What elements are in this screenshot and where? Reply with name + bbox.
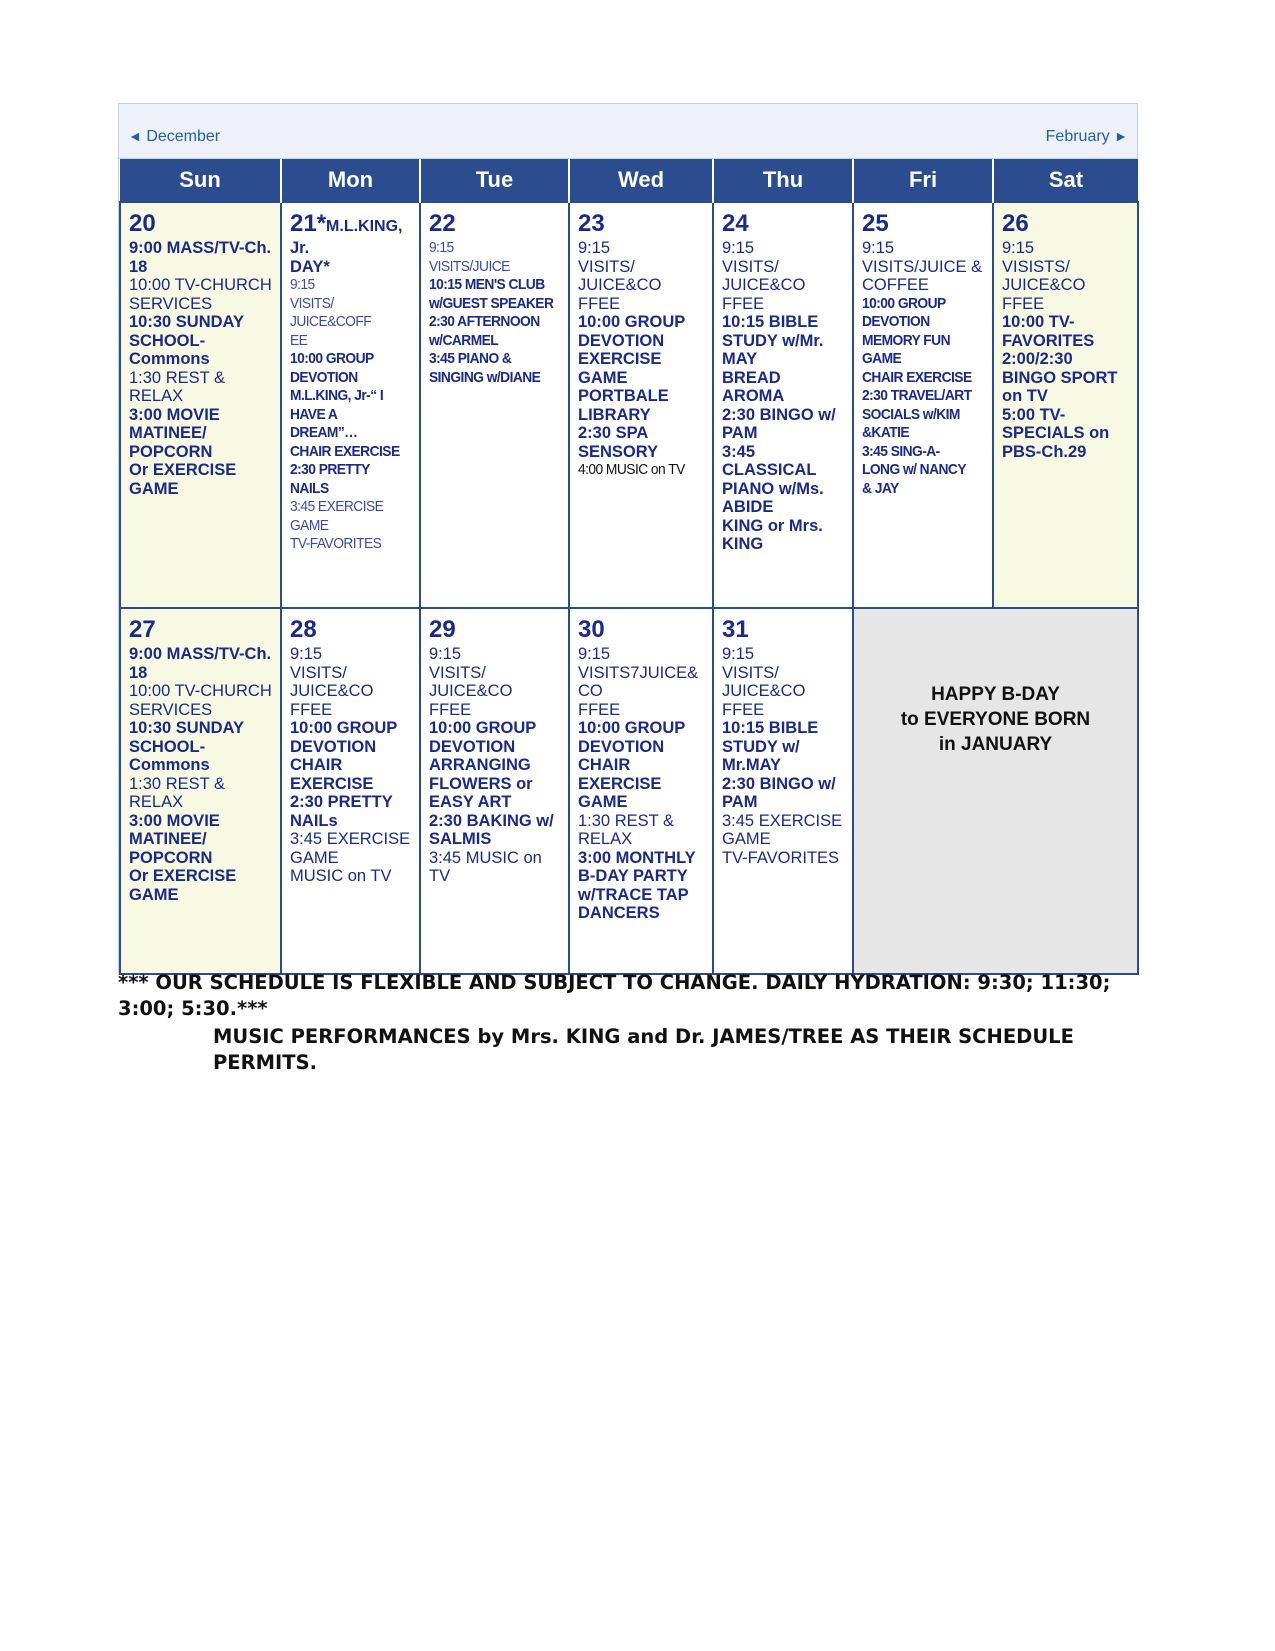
date-number: 26 [1002,210,1029,237]
event-item: VISITS/ [290,294,334,312]
event-item: SINGING w/DIANE [429,368,541,386]
event-item: 2:30 AFTERNOON [429,313,540,330]
event-item: 2:00/2:30 BINGO SPORT on TV [1002,350,1118,405]
event-item: 10:00 TV-CHURCH SERVICES [129,682,272,719]
event-list [578,645,704,923]
event-item: 3:00 MONTHLY B-DAY PARTY w/TRACE TAP DANCERS [578,848,696,922]
event-item: 9:15 [1002,239,1035,257]
day-header [1002,211,1129,237]
date-number: 29 [429,616,456,643]
event-item: M.L.KING, Jr-“ I [290,387,384,404]
prev-month-link[interactable] [128,128,220,146]
date-number: 23 [578,210,605,237]
event-item: 3:45 EXERCISE [290,498,384,515]
event-item: PORTBALE LIBRARY [578,387,669,424]
event-item: JUICE&CO [722,682,806,700]
event-item: MEMORY FUN [862,331,951,349]
event-item: 1:30 REST & RELAX [129,368,225,405]
event-item: 9:00 MASS/TV-Ch. 18 [129,645,272,682]
event-item: Or EXERCISE GAME [129,461,237,498]
event-item: 9:15 [429,645,462,663]
birthday-line: to EVERYONE BORN [900,709,1091,730]
day-header [129,617,272,643]
event-item: 10:00 GROUP [862,294,946,312]
event-item: 3:45 PIANO & [429,350,512,367]
event-item: 1:30 REST & RELAX [129,774,225,811]
event-item: Jr. [290,239,310,257]
weekday-header: Sun [120,159,281,202]
date-number: 30 [578,616,605,643]
event-item: VISITS/ [722,663,779,682]
event-item: 10:00 GROUP DEVOTION [578,719,685,756]
calendar [118,103,1138,975]
footer-music-note: MUSIC PERFORMANCES by Mrs. KING and Dr. JAMES/TREE AS THEIR SCHEDULE PERMITS. [213,1025,1074,1074]
weekday-header-row [120,159,1138,202]
event-item: EXERCISE GAME [578,350,662,387]
event-item: 10:00 TV-CHURCH SERVICES [129,276,272,313]
day-header [722,211,844,237]
event-item: 4:00 MUSIC on TV [578,461,685,478]
event-item: CHAIR EXERCISE [290,442,400,460]
event-item: CHAIR EXERCISE [290,756,374,793]
day-cell[interactable] [569,608,713,974]
day-header [429,617,560,643]
event-item: &KATIE [862,424,910,441]
event-item: VISITS/ [722,257,779,276]
event-list [129,645,272,904]
event-list [578,239,704,480]
event-item: VISITS/ [578,257,635,276]
event-item: 10:15 MEN'S CLUB [429,276,545,293]
event-item: JUICE&CO [429,682,513,700]
date-number: 20 [129,210,156,237]
day-header [129,211,272,237]
event-item: TV-FAVORITES [290,535,382,552]
event-item: VISITS/JUICE [429,257,510,275]
event-item: 3:00 MOVIE MATINEE/ POPCORN [129,811,220,867]
event-item: 9:15 [722,645,755,663]
event-item: SOCIALS w/KIM [862,405,960,423]
event-item: 3:45 EXERCISE GAME [722,811,843,848]
day-cell[interactable] [120,202,281,608]
event-list [290,239,411,554]
event-item: MUSIC on TV [290,867,392,885]
weekday-header: Mon [281,159,420,202]
day-cell[interactable] [420,608,569,974]
event-item: CHAIR EXERCISE [862,368,972,386]
event-item: 9:15 [290,276,315,293]
event-item: CHAIR EXERCISE GAME [578,756,662,811]
event-item: 10:00 GROUP DEVOTION [578,313,685,350]
day-cell[interactable] [281,202,420,608]
calendar-grid [119,159,1139,975]
event-item: DAY* [290,257,330,276]
birthday-line: in JANUARY [938,734,1053,755]
event-list [429,645,560,886]
day-header [578,211,704,237]
event-item: FFEE [722,294,765,313]
event-item: FFEE [1002,294,1045,313]
event-item: JUICE&COFF [290,313,372,330]
event-item: 9:15 [862,239,895,257]
event-item: 10:00 TV-FAVORITES [1002,313,1095,350]
event-item: 5:00 TV-SPECIALS on PBS-Ch.29 [1002,405,1110,461]
left-arrow-icon: ◄ [128,128,142,144]
event-item: 3:45 EXERCISE GAME [290,830,411,867]
event-item: LONG w/ NANCY [862,461,967,478]
event-item: JUICE&CO [722,276,806,294]
event-item: 2:30 BINGO w/ PAM [722,774,836,811]
event-item: VISITS/ [290,663,347,682]
weekday-header: Wed [569,159,713,202]
event-item: 2:30 TRAVEL/ART [862,387,972,404]
event-item: FFEE [290,700,333,719]
birthday-message [855,682,1136,757]
birthday-line: HAPPY B-DAY [931,684,1060,705]
weekday-header: Sat [993,159,1138,202]
day-cell[interactable] [281,608,420,974]
event-item: TV-FAVORITES [722,848,840,867]
weekday-header: Thu [713,159,853,202]
event-item: JUICE&CO [1002,276,1086,294]
event-item: 2:30 BAKING w/ SALMIS [429,811,554,848]
event-item: FFEE [578,294,621,313]
day-cell[interactable] [993,202,1138,608]
day-cell[interactable] [713,608,853,974]
event-item: 10:00 GROUP DEVOTION [290,719,397,756]
day-header [862,211,984,237]
next-month-label: February [1045,128,1110,145]
event-item: & JAY [862,479,899,497]
event-item: 2:30 SPA SENSORY [578,424,659,461]
day-cell[interactable] [569,202,713,608]
event-item: DEVOTION [290,368,358,386]
event-item: 9:15 [578,645,611,663]
event-item: FFEE [578,700,621,719]
event-list [862,239,984,498]
event-item: 10:00 GROUP [290,350,374,367]
footer-note: *** OUR SCHEDULE IS FLEXIBLE AND SUBJECT TO CHANGE. DAILY HYDRATION: 9:30; 11:30; 3:00; 5:30.*** [118,971,1111,1020]
event-item: 9:15 [290,645,323,663]
event-list [722,645,844,867]
event-item: 2:30 PRETTY [290,461,370,478]
event-item: GAME [290,516,329,534]
date-number: 28 [290,616,317,643]
event-item: VISISTS/ [1002,257,1070,276]
day-cell[interactable] [853,202,993,608]
event-item: NAILS [290,479,329,497]
event-item: Or EXERCISE GAME [129,867,237,904]
day-cell[interactable] [420,202,569,608]
day-header [290,211,411,237]
event-item: 9:15 [722,239,755,257]
event-item: VISITS/ [429,663,486,682]
event-item: FFEE [722,700,765,719]
event-list [1002,239,1129,461]
event-item: 9:00 MASS/TV-Ch. 18 [129,239,272,276]
schedule-footer [118,970,1128,1076]
day-header [722,617,844,643]
event-item: BREAD AROMA [722,368,785,405]
day-cell[interactable] [120,608,281,974]
event-item: 9:15 [578,239,611,257]
month-nav-bar [119,104,1137,159]
event-item: 3:45 SING-A- [862,442,940,460]
event-item: 3:45 MUSIC on TV [429,848,542,885]
event-item: 2:30 BINGO w/ PAM [722,405,836,442]
event-item: DREAM”… [290,424,358,441]
weekday-header: Fri [853,159,993,202]
day-header [290,617,411,643]
prev-month-label: December [146,128,221,145]
event-item: DEVOTION [862,313,930,330]
event-item: KING or Mrs. KING [722,516,823,553]
event-item: 3:00 MOVIE MATINEE/ POPCORN [129,405,220,461]
week-row [120,608,1138,974]
next-month-link[interactable] [1046,128,1128,146]
event-list [290,645,411,886]
event-item: VISITS7JUICE& CO [578,663,699,700]
event-item: GAME [862,350,902,367]
right-arrow-icon: ► [1114,128,1128,144]
date-number: 21* [290,210,327,237]
day-cell[interactable] [713,202,853,608]
event-item: 2:30 PRETTY NAILs [290,793,393,830]
event-item: 9:15 [429,239,454,256]
event-item: ARRANGING FLOWERS or EASY ART [429,756,533,811]
date-number: 31 [722,616,749,643]
event-item: 10:30 SUNDAY SCHOOL-Commons [129,313,244,368]
event-item: 10:00 GROUP DEVOTION [429,719,536,756]
event-item: 10:15 BIBLE STUDY w/Mr. MAY [722,313,824,368]
event-item: 1:30 REST & RELAX [578,811,674,848]
week-row [120,202,1138,608]
date-number: 27 [129,616,156,643]
event-item: JUICE&CO [578,276,662,294]
event-item: JUICE&CO [290,682,374,700]
day-header [578,617,704,643]
event-list [722,239,844,554]
event-list [129,239,272,498]
event-item: VISITS/JUICE & COFFEE [862,257,983,294]
weekday-header: Tue [420,159,569,202]
event-item: EE [290,331,308,349]
date-number: 22 [429,210,456,237]
event-item: w/GUEST SPEAKER [429,294,554,312]
date-number: 24 [722,210,749,237]
event-item: 10:15 BIBLE STUDY w/ Mr.MAY [722,719,819,774]
holiday-label: M.L.KING, [326,218,403,235]
event-item: HAVE A [290,405,338,423]
event-list [429,239,560,387]
event-item: 10:30 SUNDAY SCHOOL-Commons [129,719,244,774]
event-item: w/CARMEL [429,331,499,349]
event-item: 3:45 CLASSICAL PIANO w/Ms. ABIDE [722,442,824,516]
event-item: FFEE [429,700,472,719]
birthday-banner-cell [853,608,1138,974]
date-number: 25 [862,210,889,237]
day-header [429,211,560,237]
